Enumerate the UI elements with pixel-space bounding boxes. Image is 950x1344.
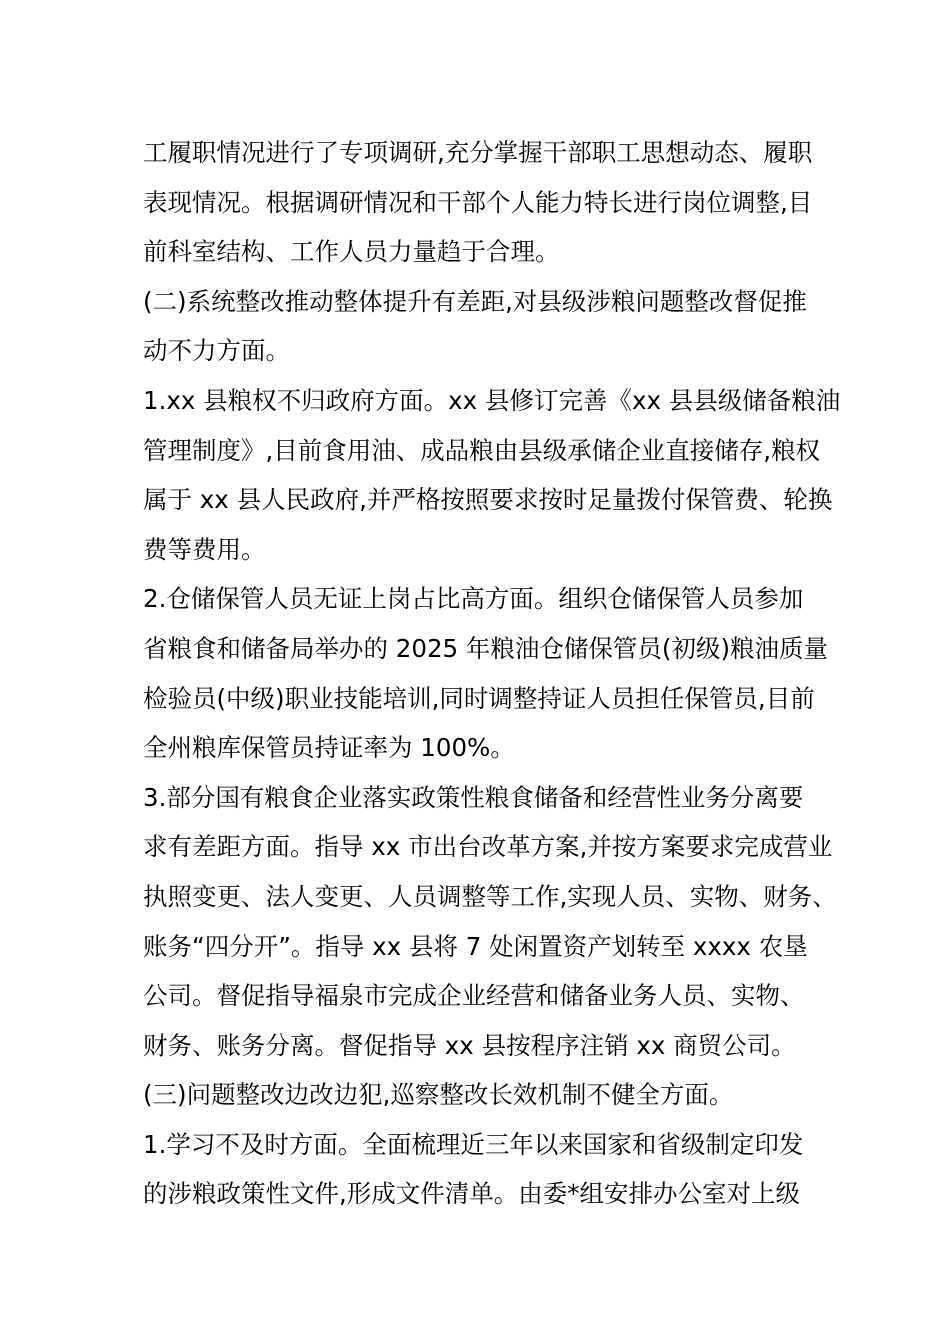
section-heading-line: (三)问题整改边改边犯,巡察整改长效机制不健全方面。 [143, 1080, 734, 1110]
text-line: 公司。督促指导福泉市完成企业经营和储备业务人员、实物、 [143, 981, 805, 1011]
section-heading-line: (二)系统整改推动整体提升有差距,对县级涉粮问题整改督促推 [143, 286, 807, 316]
text-line: 3.部分国有粮食企业落实政策性粮食储备和经营性业务分离要 [143, 782, 804, 812]
text-line: 省粮食和储备局举办的 2025 年粮油仓储保管员(初级)粮油质量 [143, 633, 829, 663]
text-line: 2.仓储保管人员无证上岗占比高方面。组织仓储保管人员参加 [143, 584, 804, 614]
text-line: 1.学习不及时方面。全面梳理近三年以来国家和省级制定印发 [143, 1129, 804, 1159]
text-line: 账务“四分开”。指导 xx 县将 7 处闲置资产划转至 xxxx 农垦 [143, 931, 808, 961]
text-line: 工履职情况进行了专项调研,充分掌握干部职工思想动态、履职 [143, 138, 813, 167]
document-body [143, 128, 841, 1219]
text-line: 检验员(中级)职业技能培训,同时调整持证人员担任保管员,目前 [143, 683, 815, 713]
text-line: 1.xx 县粮权不归政府方面。xx 县修订完善《xx 县县级储备粮油 [143, 385, 841, 415]
text-line: 全州粮库保管员持证率为 100%。 [143, 733, 515, 763]
section-heading-line: 动不力方面。 [143, 336, 290, 366]
text-line: 管理制度》,目前食用油、成品粮由县级承储企业直接储存,粮权 [143, 435, 821, 465]
text-line: 前科室结构、工作人员力量趋于合理。 [143, 237, 560, 267]
text-line: 费等费用。 [143, 534, 266, 564]
text-line: 表现情况。根据调研情况和干部个人能力特长进行岗位调整,目 [143, 187, 813, 217]
text-line: 财务、账务分离。督促指导 xx 县按程序注销 xx 商贸公司。 [143, 1030, 796, 1060]
text-line: 属于 xx 县人民政府,并严格按照要求按时足量拨付保管费、轮换 [143, 485, 833, 515]
text-line: 的涉粮政策性文件,形成文件清单。由委*组安排办公室对上级 [143, 1179, 801, 1209]
text-line: 求有差距方面。指导 xx 市出台改革方案,并按方案要求完成营业 [143, 832, 833, 862]
text-line: 执照变更、法人变更、人员调整等工作,实现人员、实物、财务、 [143, 881, 837, 911]
